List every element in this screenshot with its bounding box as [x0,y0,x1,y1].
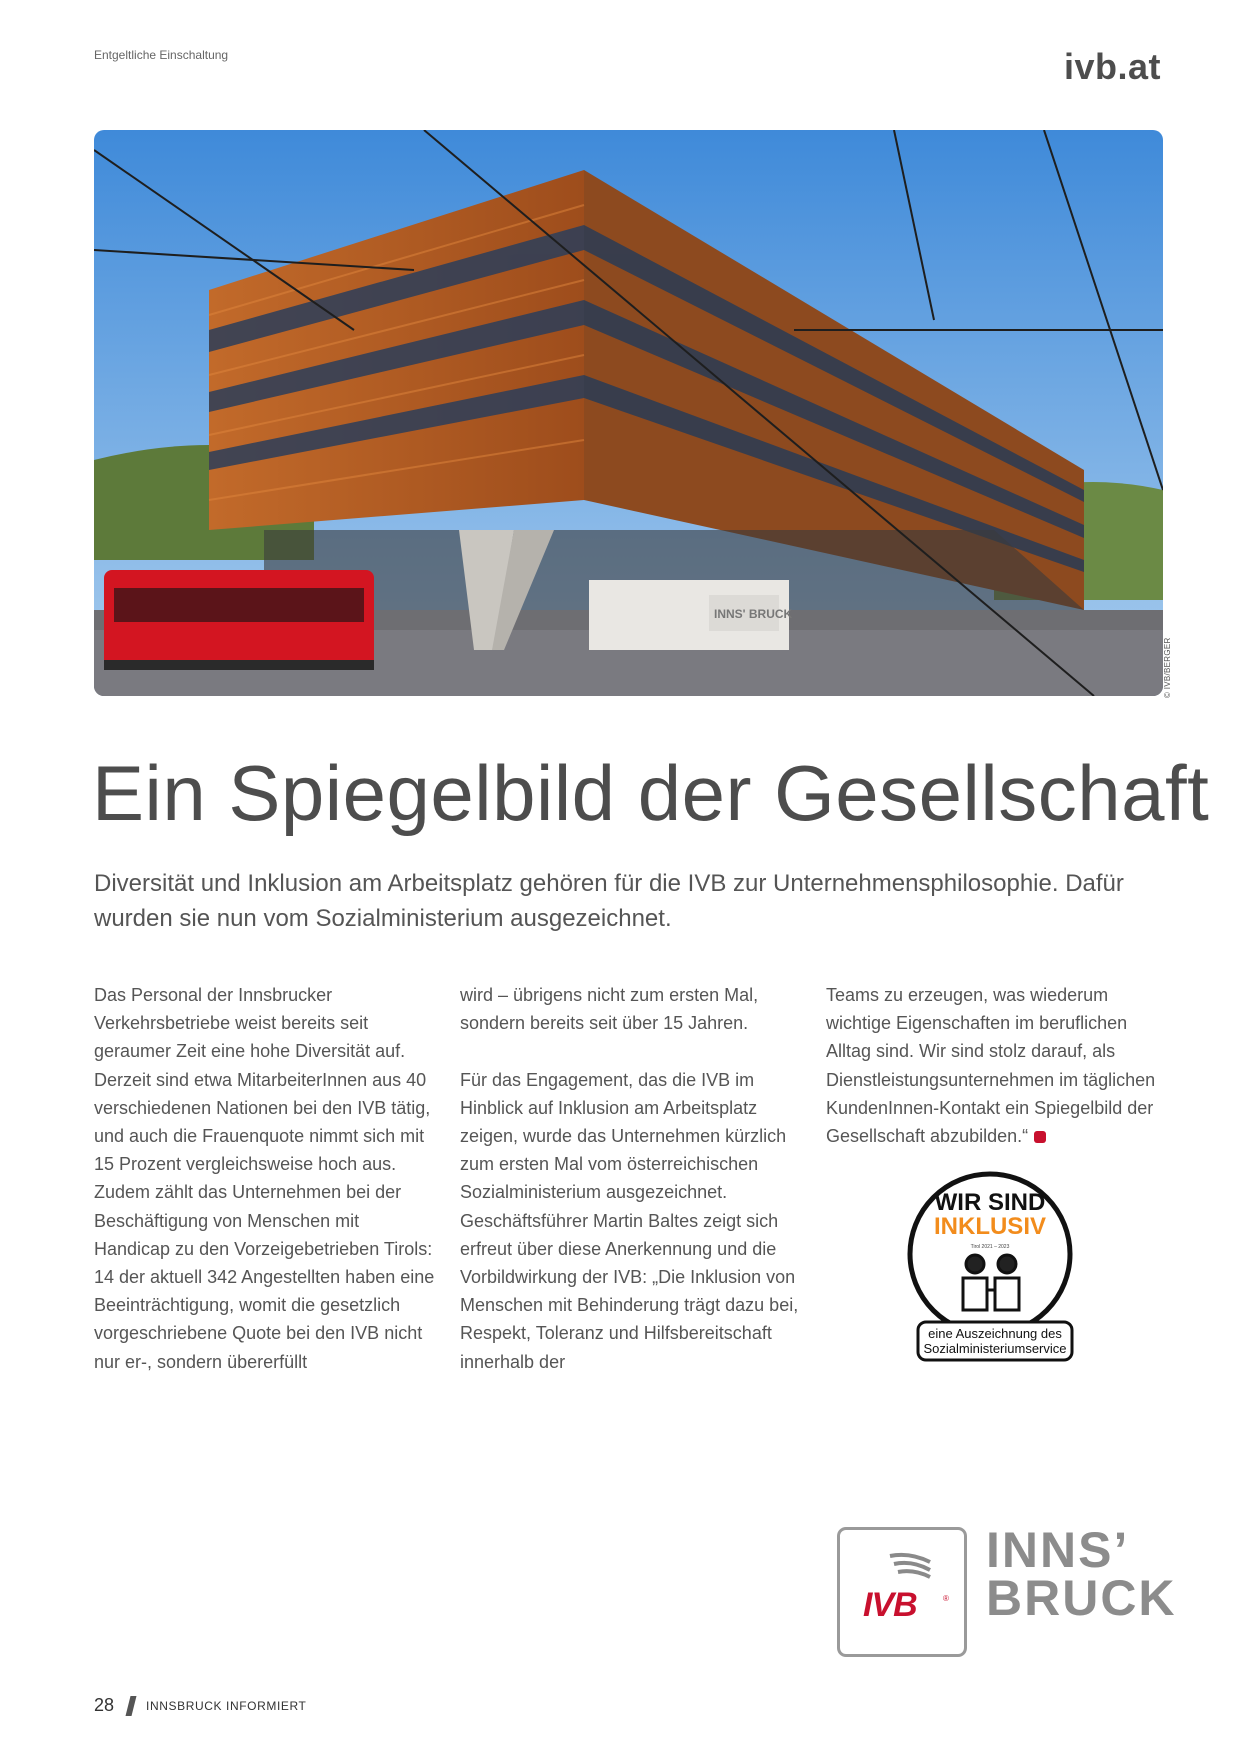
article-lead: Diversität und Inklusion am Arbeitsplatz gehören für die IVB zur Unternehmensphilosophie. Dafür wurden sie nun vom Sozialministerium ausgezeichnet. [94,870,1124,932]
column-2-paragraph-1: wird – übrigens nicht zum ersten Mal, sondern bereits seit über 15 Jahren. [460,985,759,1034]
column-1-paragraph: Das Personal der Innsbrucker Verkehrsbetriebe weist bereits seit geraumer Zeit eine hohe Diversität auf. Derzeit sind etwa MitarbeiterInnen aus 40 verschiedenen Nationen bei den IVB tätig, und auch die Frauenquote nimmt sich mit 15 Prozent vergleichsweise hoch aus. Zudem zählt das Unternehmen bei der Beschäftigung von Menschen mit Handicap zu den Vorzeigebetrieben Tirols: 14 der aktuell 342 Angestellten haben eine Beeinträchtigung, womit die gesetzlich vorgeschriebene Quote bei den IVB nicht nur er-, sondern übererfüllt [94,985,435,1372]
column-3-paragraph [826,981,1171,1150]
innsbruck-logo-line-2: BRUCK [986,1570,1177,1626]
building-photo [94,130,1163,696]
site-url[interactable]: ivb.at [1063,46,1161,87]
text-column-1 [94,981,439,1376]
seal-caption-2: Sozialministeriumservice [923,1341,1067,1356]
column-2-paragraph-2: Für das Engagement, das die IVB im Hinblick auf Inklusion am Arbeitsplatz zeigen, wurde das Unternehmen kürzlich zum ersten Mal vom österreichischen Sozialministerium ausgezeichnet. Geschäftsführer Martin Baltes zeigt sich erfreut über diese Anerkennung und die Vorbildwirkung der IVB: „Die Inklusion von Menschen mit Behinderung trägt dazu bei, Respekt, Toleranz und Hilfsbereitschaft innerhalb der [460,1069,799,1372]
text-column-2 [460,981,805,1376]
inclusion-award-seal [900,1158,1080,1372]
column-3-text: Teams zu erzeugen, was wiederum wichtige Eigenschaften im beruflichen Alltag sind. Wir sind stolz darauf, als Dienstleistungsunternehmen im täglichen KundenInnen-Kontakt ein Spiegelbild der Gesellschaft abzubilden.“ [826,985,1156,1147]
innsbruck-logo[interactable] [986,1522,1177,1626]
footer-divider [126,1696,137,1716]
seal-line-1: WIR SIND [934,1189,1046,1216]
ivb-logo[interactable] [837,1527,967,1657]
article-title: Ein Spiegelbild der Gesellschaft [92,749,1210,837]
page-footer [94,1695,306,1716]
seal-line-2: INKLUSIV [933,1213,1047,1240]
page-number: 28 [94,1695,115,1715]
photo-sign: INNS' BRUCK [714,607,793,621]
ivb-logo-text: IVB [863,1586,917,1624]
ivb-wing-icon [888,1552,932,1582]
end-of-article-mark [1034,1131,1046,1143]
text-column-3 [826,981,1171,1150]
publication-name: INNSBRUCK INFORMIERT [146,1698,307,1713]
seal-years: Tirol 2021 – 2023 [970,1244,1010,1250]
innsbruck-logo-line-1: INNS’ [986,1522,1130,1578]
advertisement-note: Entgeltliche Einschaltung [94,48,229,62]
registered-mark: ® [943,1594,949,1603]
photo-credit: © IVB/BERGER [1163,637,1172,698]
seal-caption-1: eine Auszeichnung des [928,1326,1062,1341]
people-icon [963,1255,1019,1310]
